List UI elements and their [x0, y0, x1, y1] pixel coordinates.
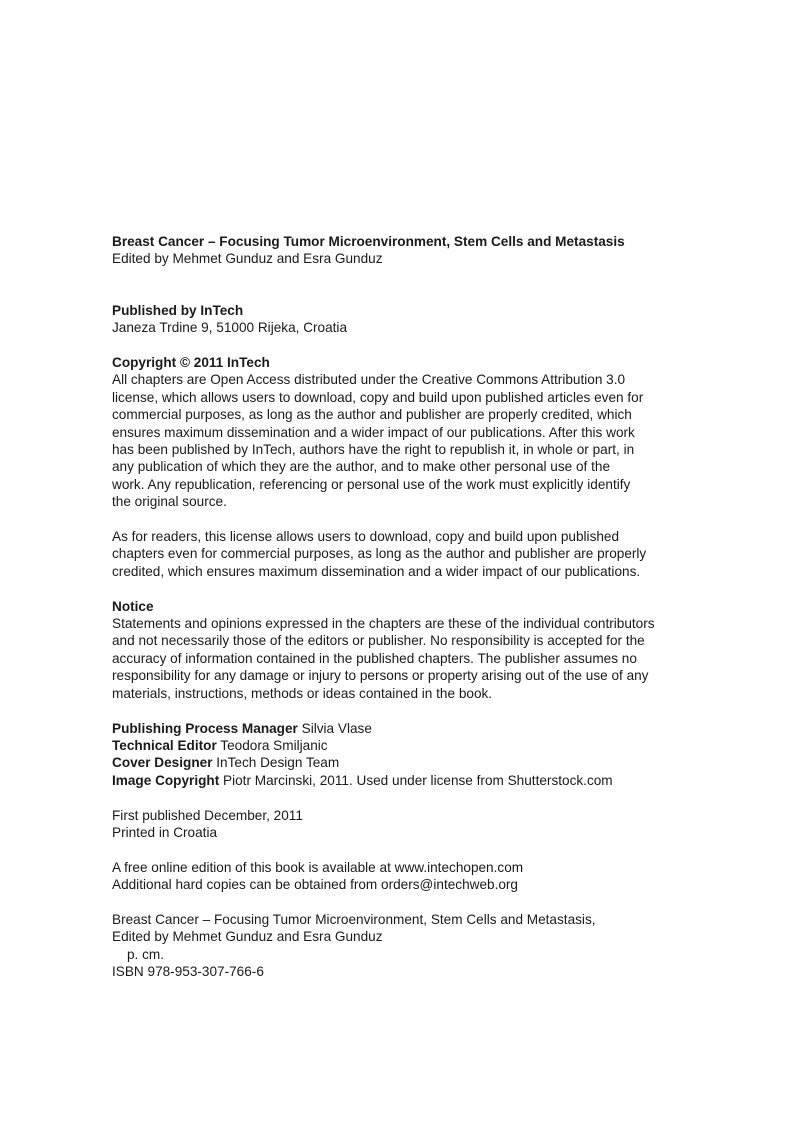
catalog-block: [112, 911, 702, 981]
notice-line: responsibility for any damage or injury to persons or property arising out of the use of any: [112, 668, 649, 684]
credit-row: [112, 737, 702, 754]
copyright-line: has been published by InTech, authors have the right to republish it, in whole or part, in: [112, 442, 635, 458]
publisher-block: [112, 302, 702, 337]
credit-name: Teodora Smiljanic: [220, 737, 328, 753]
credit-row: [112, 772, 702, 789]
catalog-editors: Edited by Mehmet Gunduz and Esra Gunduz: [112, 929, 383, 945]
book-title-block: [112, 233, 702, 268]
credit-role: Image Copyright: [112, 772, 220, 788]
readers-line: As for readers, this license allows users to download, copy and build upon published: [112, 529, 620, 545]
credit-name: InTech Design Team: [216, 755, 340, 771]
printed-in: Printed in Croatia: [112, 824, 218, 840]
credit-role: Technical Editor: [112, 737, 217, 753]
publisher-heading: Published by InTech: [112, 302, 244, 318]
readers-block: [112, 528, 702, 580]
notice-line: Statements and opinions expressed in the chapters are these of the individual contributors: [112, 616, 655, 632]
notice-heading: Notice: [112, 598, 154, 614]
hard-copies: Additional hard copies can be obtained from orders@intechweb.org: [112, 877, 518, 893]
publisher-address: Janeza Trdine 9, 51000 Rijeka, Croatia: [112, 320, 348, 336]
first-published: First published December, 2011: [112, 807, 303, 823]
copyright-line: the original source.: [112, 494, 227, 510]
credit-name: Silvia Vlase: [301, 720, 372, 736]
online-edition: A free online edition of this book is available at www.intechopen.com: [112, 859, 524, 875]
catalog-pages: p. cm.: [127, 946, 165, 962]
copyright-block: [112, 354, 702, 511]
credits-block: [112, 720, 702, 790]
publication-block: [112, 807, 702, 842]
isbn: ISBN 978-953-307-766-6: [112, 964, 264, 980]
copyright-line: commercial purposes, as long as the author and publisher are properly credited, which: [112, 407, 632, 423]
notice-line: and not necessarily those of the editors or publisher. No responsibility is accepted for the: [112, 633, 645, 649]
credit-name: Piotr Marcinski, 2011. Used under license from Shutterstock.com: [223, 772, 613, 788]
credit-role: Cover Designer: [112, 755, 213, 771]
credit-row: [112, 720, 702, 737]
notice-line: materials, instructions, methods or ideas contained in the book.: [112, 685, 493, 701]
copyright-heading: Copyright © 2011 InTech: [112, 355, 270, 371]
book-title: Breast Cancer – Focusing Tumor Microenvironment, Stem Cells and Metastasis: [112, 234, 625, 249]
readers-line: chapters even for commercial purposes, as long as the author and publisher are properly: [112, 546, 647, 562]
credit-role: Publishing Process Manager: [112, 720, 298, 736]
notice-block: [112, 598, 702, 702]
copyright-line: work. Any republication, referencing or personal use of the work must explicitly identify: [112, 476, 631, 492]
book-editors: Edited by Mehmet Gunduz and Esra Gunduz: [112, 251, 383, 267]
copyright-line: license, which allows users to download, copy and build upon published articles even for: [112, 389, 644, 405]
copyright-page: [112, 233, 702, 981]
copyright-line: ensures maximum dissemination and a wider impact of our publications. After this work: [112, 424, 635, 440]
catalog-title: Breast Cancer – Focusing Tumor Microenvironment, Stem Cells and Metastasis,: [112, 911, 596, 927]
availability-block: [112, 859, 702, 894]
copyright-line: any publication of which they are the author, and to make other personal use of the: [112, 459, 611, 475]
readers-line: credited, which ensures maximum dissemination and a wider impact of our publications.: [112, 563, 641, 579]
notice-line: accuracy of information contained in the published chapters. The publisher assumes no: [112, 650, 637, 666]
copyright-line: All chapters are Open Access distributed under the Creative Commons Attribution 3.0: [112, 372, 626, 388]
credit-row: [112, 754, 702, 771]
